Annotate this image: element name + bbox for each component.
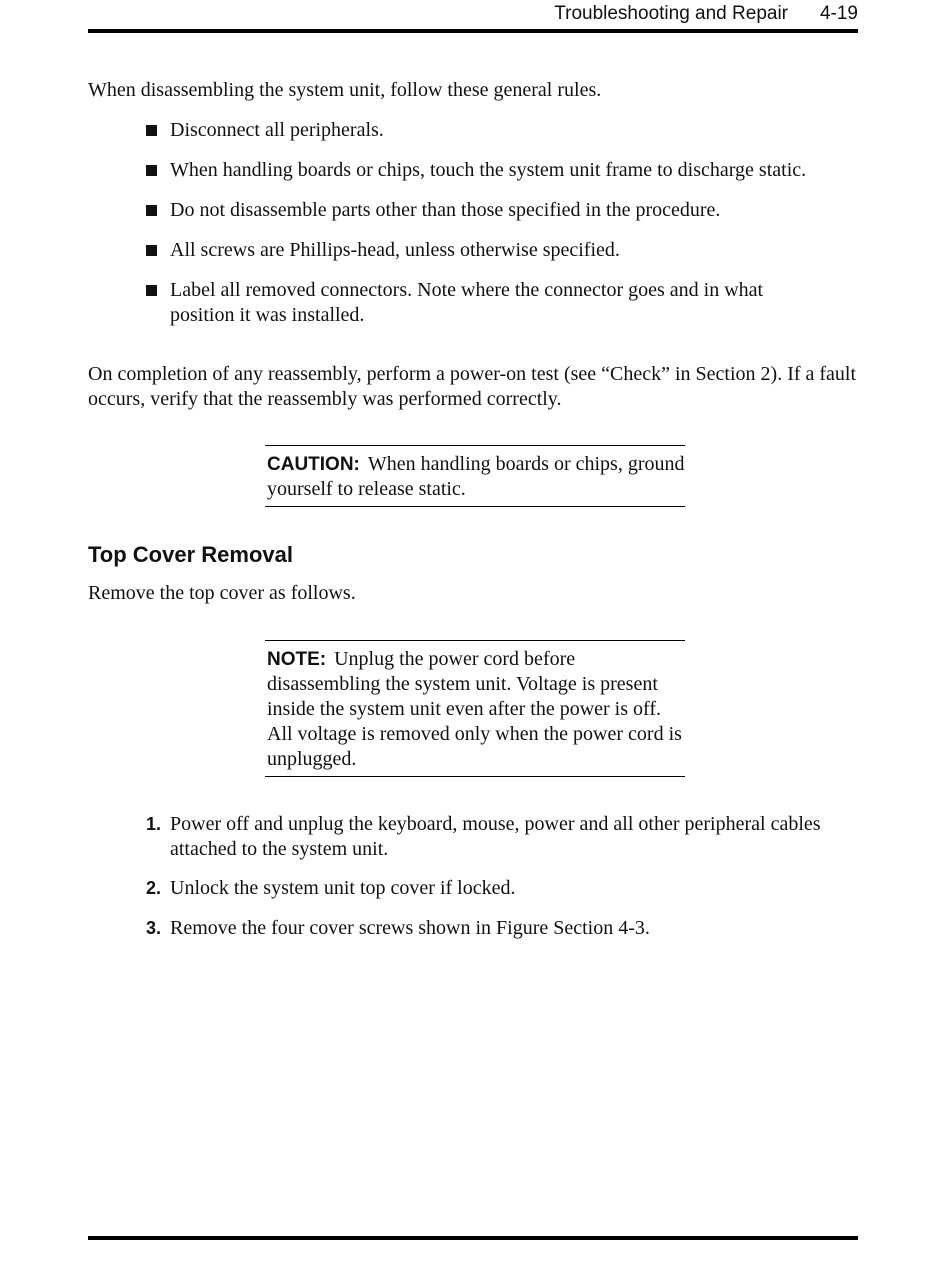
bullet-square-icon <box>146 285 157 296</box>
intro-paragraph: When disassembling the system unit, follow these general rules. <box>88 79 602 101</box>
bullet-square-icon <box>146 165 157 176</box>
rule-text: When handling boards or chips, touch the system unit frame to discharge static. <box>170 159 807 181</box>
note-label: NOTE: <box>267 649 327 670</box>
step-number: 3. <box>146 918 162 938</box>
step-number: 1. <box>146 814 162 834</box>
step-text: Unlock the system unit top cover if locked. <box>170 877 516 899</box>
rule-text: Do not disassemble parts other than those specified in the procedure. <box>170 199 721 221</box>
caution-box <box>265 445 685 507</box>
caution-label: CAUTION: <box>267 454 360 475</box>
caution-text: When handling boards or chips, ground yourself to release static. <box>267 453 685 500</box>
rule-item <box>146 118 856 143</box>
section-intro: Remove the top cover as follows. <box>88 582 356 604</box>
bullet-square-icon <box>146 205 157 216</box>
rule-item <box>146 198 856 223</box>
rule-text: Disconnect all peripherals. <box>170 119 384 141</box>
header-title: Troubleshooting and Repair <box>554 3 788 24</box>
step-item <box>146 876 858 901</box>
step-item <box>146 812 858 862</box>
completion-paragraph: On completion of any reassembly, perform a power-on test (see “Check” in Section 2). If a fault occurs, verify that the reassembly was performed correctly. <box>88 363 857 410</box>
footer-rule <box>88 1236 858 1240</box>
bullet-square-icon <box>146 245 157 256</box>
rule-item <box>146 278 806 328</box>
step-text: Power off and unplug the keyboard, mouse, power and all other peripheral cables attached to the system unit. <box>170 813 821 860</box>
rule-text: Label all removed connectors. Note where the connector goes and in what position it was installed. <box>170 279 764 326</box>
note-box <box>265 640 685 777</box>
step-number: 2. <box>146 878 162 898</box>
rule-item <box>146 238 856 263</box>
rule-text: All screws are Phillips-head, unless otherwise specified. <box>170 239 620 261</box>
note-text: Unplug the power cord before disassembling the system unit. Voltage is present inside the system unit even after the power is off. All voltage is removed only when the power cord is unplugged. <box>267 648 682 770</box>
step-item <box>146 916 858 941</box>
rule-item <box>146 158 856 183</box>
step-text: Remove the four cover screws shown in Figure Section 4-3. <box>170 917 650 939</box>
bullet-square-icon <box>146 125 157 136</box>
section-heading: Top Cover Removal <box>88 542 293 567</box>
page-number: 4-19 <box>819 3 858 24</box>
page-header <box>88 0 858 33</box>
